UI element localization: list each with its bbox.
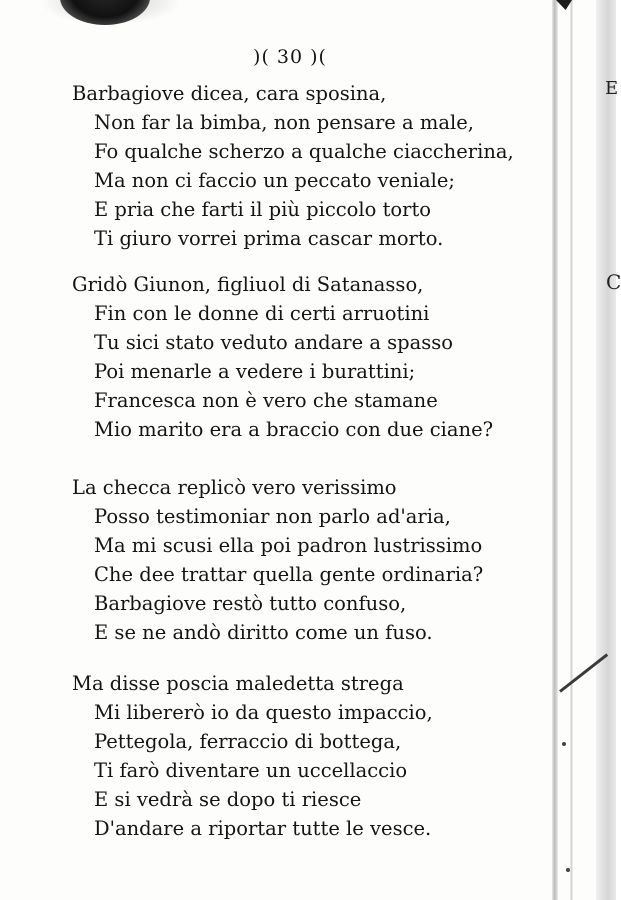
- verse-line: Ti farò diventare un uccellaccio: [94, 759, 408, 782]
- ink-speck: [566, 868, 570, 872]
- verse-line: D'andare a riportar tutte le vesce.: [94, 817, 432, 840]
- verse-line: Che dee trattar quella gente ordinaria?: [94, 563, 484, 586]
- stanza-1: [72, 79, 514, 253]
- verse-line: Fin con le donne di certi arruotini: [94, 302, 430, 325]
- next-page-edge: [596, 0, 619, 900]
- verse-line: Ma non ci faccio un peccato veniale;: [94, 169, 455, 192]
- page-number: )( 30 )(: [253, 46, 327, 68]
- page-edge-line: [570, 0, 573, 900]
- verse-line: Ma mi scusi ella poi padron lustrissimo: [94, 534, 483, 557]
- verse-line: Poi menarle a vedere i burattini;: [94, 360, 416, 383]
- verse-line: Mio marito era a braccio con due ciane?: [94, 418, 494, 441]
- page-edge-fold: [552, 0, 558, 900]
- verse-line: Non far la bimba, non pensare a male,: [94, 111, 474, 134]
- next-page-letter-c: C: [606, 270, 621, 294]
- stanza-2: [72, 270, 493, 444]
- verse-line: La checca replicò vero verissimo: [72, 476, 397, 499]
- verse-line: Francesca non è vero che stamane: [94, 389, 438, 412]
- ink-speck: [562, 742, 566, 746]
- verse-line: Ma disse poscia maledetta strega: [72, 672, 404, 695]
- verse-line: Barbagiove dicea, cara sposina,: [72, 82, 387, 105]
- verse-line: Pettegola, ferraccio di bottega,: [94, 730, 402, 753]
- verse-line: E si vedrà se dopo ti riesce: [94, 788, 362, 811]
- verse-line: Barbagiove restò tutto confuso,: [94, 592, 407, 615]
- verse-line: Fo qualche scherzo a qualche ciaccherina,: [94, 140, 514, 163]
- verse-line: Ti giuro vorrei prima cascar morto.: [94, 227, 444, 250]
- verse-line: E pria che farti il più piccolo torto: [94, 198, 432, 221]
- next-page-letter-e: E: [605, 78, 619, 99]
- stanza-3: [72, 473, 483, 647]
- verse-line: Mi libererò io da questo impaccio,: [94, 701, 433, 724]
- verse-line: Posso testimoniar non parlo ad'aria,: [94, 505, 451, 528]
- stanza-4: [72, 669, 433, 843]
- verse-line: Tu sici stato veduto andare a spasso: [94, 331, 454, 354]
- verse-line: Gridò Giunon, figliuol di Satanasso,: [72, 273, 424, 296]
- verse-line: E se ne andò diritto come un fuso.: [94, 621, 433, 644]
